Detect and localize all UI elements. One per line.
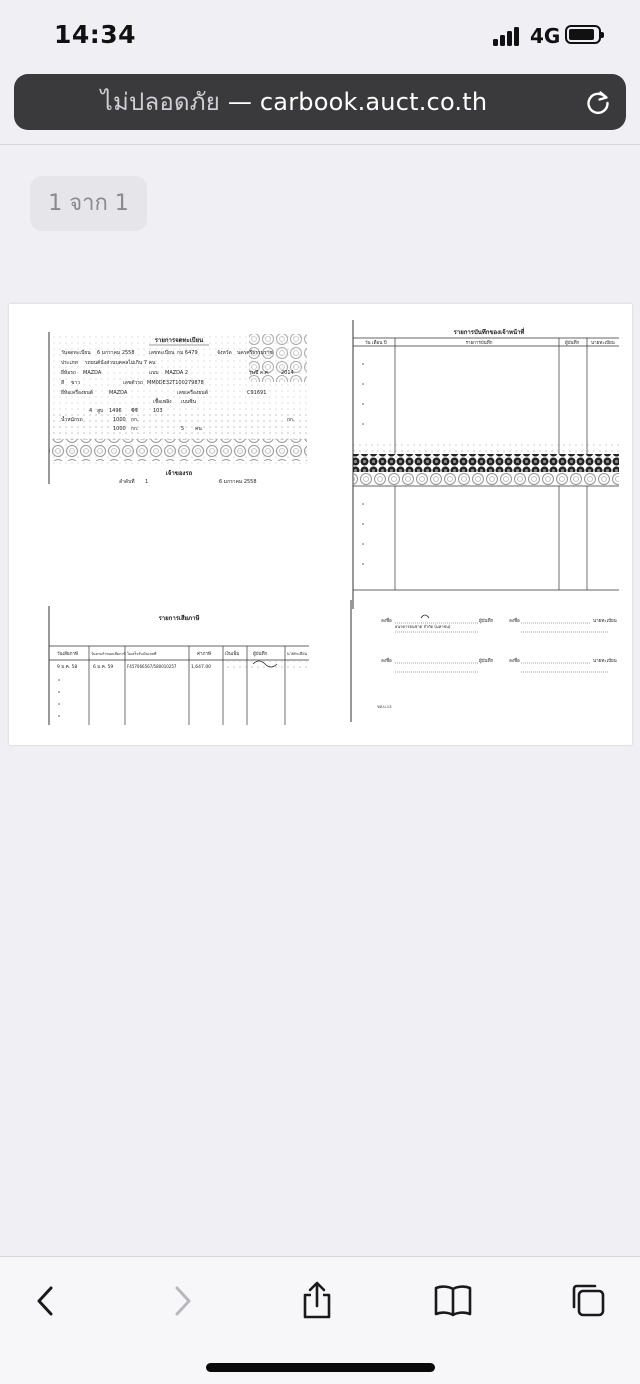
chassis-label: เลขตัวรถ [123, 380, 143, 386]
vehicle-type-label: ประเภท [61, 360, 78, 366]
sign-label-1: ลงชื่อ [381, 619, 392, 624]
fuel: เบนซิน [181, 399, 197, 405]
tax-title: รายการเสียภาษี [158, 615, 200, 622]
weight-2: 1000 [113, 426, 126, 432]
cc-label: ซีซี [131, 408, 138, 414]
weight-unit-3: กก. [131, 426, 139, 432]
weight: 1000 [113, 417, 126, 423]
status-bar [0, 0, 640, 68]
header-divider [0, 144, 640, 145]
officer-header-entry: รายการบันทึก [465, 341, 493, 346]
tax-row-receipt: F457066567/580010257 [127, 664, 177, 669]
color: ขาว [71, 380, 81, 386]
weight-unit: กก. [131, 417, 139, 423]
registrar-label-2: นายทะเบียน [593, 659, 617, 664]
registrar-label-1: นายทะเบียน [593, 619, 617, 624]
weight-unit-2: กก. [287, 417, 295, 423]
registration-title: รายการจดทะเบียน [154, 337, 204, 344]
chassis-no: MM0DE32T100279878 [147, 380, 204, 386]
officer-header-registrar: นายทะเบียน [591, 341, 615, 346]
engine-brand-label: ยี่ห้อเครื่องยนต์ [61, 390, 94, 396]
sign-label-2: ลงชื่อ [509, 619, 520, 624]
model-year-label: รุ่นปี ค.ศ. [249, 370, 270, 376]
brand: MAZDA [83, 370, 102, 376]
recorder-label-1: ผู้บันทึก [479, 619, 494, 624]
cc: 1496 [109, 408, 122, 414]
url-display[interactable] [14, 74, 574, 130]
owner-section-title: เจ้าของรถ [165, 470, 193, 477]
officer-header-date: วัน เดือน ปี [365, 341, 387, 346]
engine-brand: MAZDA [109, 390, 128, 396]
url-separator: — [220, 88, 260, 116]
recorder-label-2: ผู้บันทึก [479, 659, 494, 664]
tax-header-amount: ค่าภาษี [197, 652, 211, 657]
battery-icon [565, 25, 601, 44]
model-year: 2014 [281, 370, 294, 376]
home-indicator [206, 1363, 435, 1372]
brand-label: ยี่ห้อรถ [61, 370, 76, 376]
forward-chevron-icon[interactable] [160, 1279, 204, 1323]
seats-unit: คน [195, 426, 202, 432]
page-counter: 1 จาก 1 [30, 176, 147, 231]
cellular-signal-icon [493, 26, 523, 46]
cylinders-label: สูบ [97, 408, 104, 414]
not-secure-label: ไม่ปลอดภัย [100, 88, 221, 116]
model-label: แบบ [149, 370, 159, 376]
model: MAZDA 2 [165, 370, 189, 376]
officer-header-recorder: ผู้บันทึก [565, 341, 580, 346]
plate: กม 6479 [177, 350, 198, 356]
address-bar[interactable] [14, 74, 626, 130]
clock-time: 14:34 [54, 20, 137, 49]
weight-label: น้ำหนักรถ [61, 417, 83, 423]
tax-header-receipt: ใบเสร็จรับเงินเลขที่ [127, 652, 157, 656]
province-label: จังหวัด [217, 350, 232, 356]
bookmarks-book-icon[interactable] [431, 1279, 475, 1323]
horsepower: 103 [153, 408, 163, 414]
fuel-label: เชื้อเพลิง [153, 399, 172, 405]
reg-date-label: วันจดทะเบียน [61, 350, 91, 356]
province: นครศรีธรรมราช [237, 350, 273, 356]
tax-header-date: วันเสียภาษี [57, 652, 78, 657]
color-label: สี [61, 380, 65, 386]
cylinders: 4 [89, 408, 93, 414]
footer-code: ขส.บ.13 [377, 704, 392, 709]
reload-icon[interactable] [584, 88, 612, 116]
tax-row-date: 9 ม.ค. 58 [57, 665, 78, 670]
back-chevron-icon[interactable] [24, 1279, 68, 1323]
url-domain: carbook.auct.co.th [259, 88, 488, 116]
reg-date: 6 มกราคม 2558 [97, 350, 135, 356]
document-scan [9, 304, 632, 745]
tax-header-surcharge: เงินเพิ่ม [225, 652, 240, 657]
owner-date: 6 มกราคม 2558 [219, 479, 257, 485]
owner-seq: 1 [145, 479, 149, 485]
tax-header-due: วันครบกำหนดเสียภาษี [91, 652, 126, 656]
sign-label-4: ลงชื่อ [509, 659, 520, 664]
tax-header-registrar: นายทะเบียน [287, 651, 308, 656]
share-icon[interactable] [295, 1279, 339, 1323]
owner-seq-label: ลำดับที่ [119, 479, 135, 485]
document-page [9, 304, 632, 745]
tabs-icon[interactable] [567, 1279, 611, 1323]
tax-row-amount: 1,647.00 [191, 665, 212, 670]
vehicle-type: รถยนต์นั่งส่วนบุคคลไม่เกิน 7 คน [85, 360, 156, 366]
engine-no: C91691 [247, 390, 267, 396]
plate-label: เลขทะเบียน [149, 350, 175, 356]
network-type: 4G [530, 24, 561, 48]
seats: 5 [181, 426, 185, 432]
bank-name: ธนาคารธนชาต จำกัด (มหาชน) [395, 624, 451, 629]
tax-header-recorder: ผู้บันทึก [253, 652, 268, 657]
officer-title: รายการบันทึกของเจ้าหน้าที่ [453, 329, 525, 336]
sign-label-3: ลงชื่อ [381, 659, 392, 664]
engine-no-label: เลขเครื่องยนต์ [177, 390, 208, 396]
tax-row-due: 6 ม.ค. 59 [93, 665, 114, 670]
